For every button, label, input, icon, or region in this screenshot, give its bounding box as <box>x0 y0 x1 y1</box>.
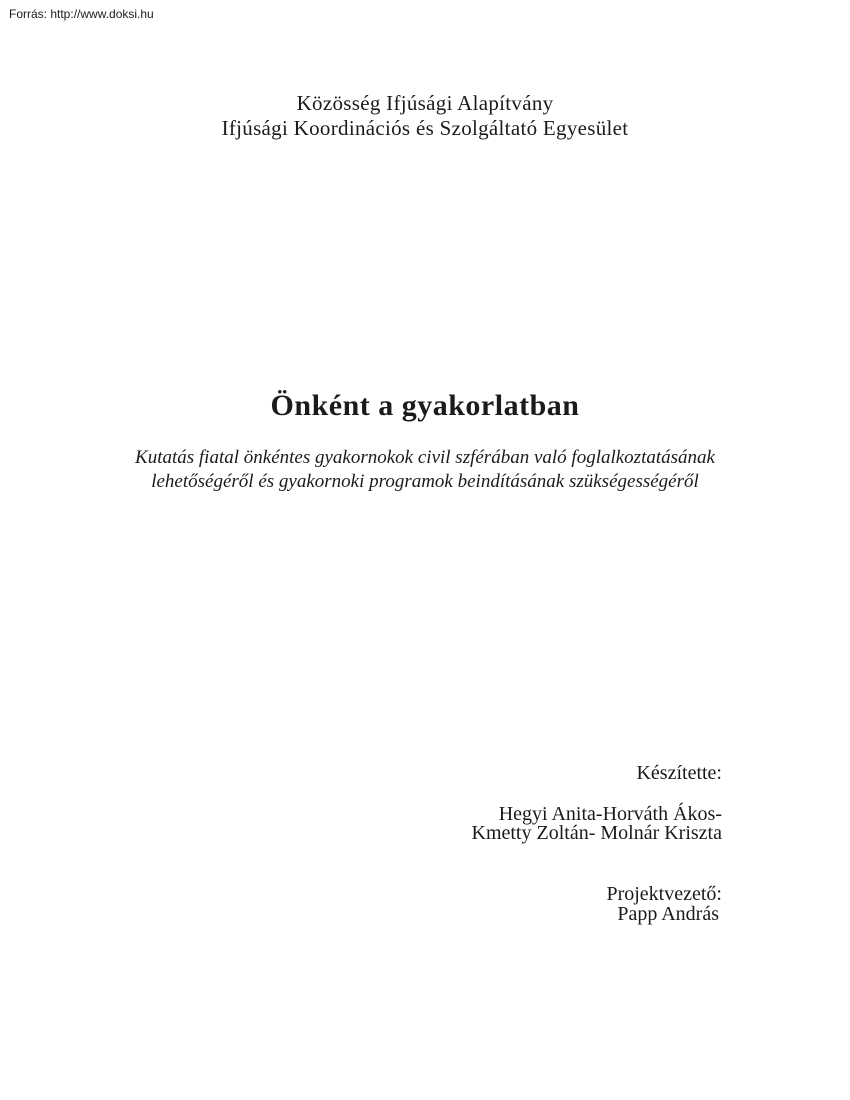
organization-name-line-2: Ifjúsági Koordinációs és Szolgáltató Egyesület <box>221 116 629 140</box>
document-subtitle <box>0 446 850 494</box>
document-title: Önként a gyakorlatban <box>270 389 580 422</box>
source-url-note: Forrás: http://www.doksi.hu <box>9 7 154 21</box>
project-lead-label: Projektvezető: <box>606 883 722 905</box>
authors-line-2: Kmetty Zoltán- Molnár Kriszta <box>471 822 722 844</box>
prepared-by-label: Készítette: <box>636 762 722 784</box>
organization-header <box>0 91 850 141</box>
organization-name-line-1: Közösség Ifjúsági Alapítvány <box>296 91 554 115</box>
subtitle-line-1: Kutatás fiatal önkéntes gyakornokok civil szférában való foglalkoztatásának <box>135 447 715 468</box>
subtitle-line-2: lehetőségéről és gyakornoki programok beindításának szükségességéről <box>151 471 699 492</box>
project-lead-block <box>606 884 722 924</box>
project-lead-name: Papp András <box>617 903 719 925</box>
authors-block <box>472 805 723 843</box>
authors-line-1: Hegyi Anita-Horváth Ákos- <box>498 803 722 825</box>
